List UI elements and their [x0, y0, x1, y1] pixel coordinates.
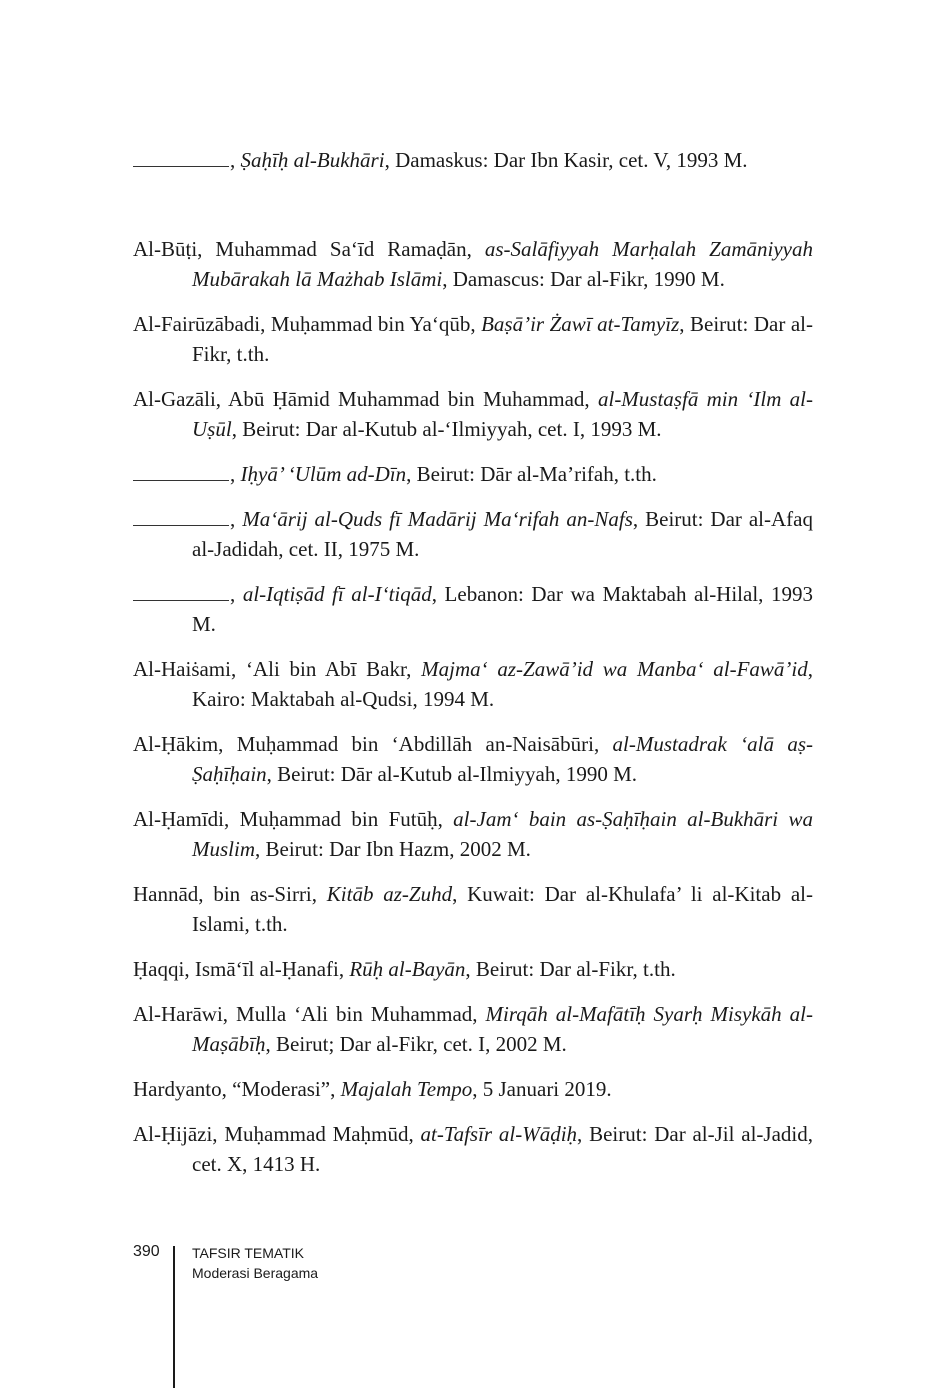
- entry-publication: , 5 Januari 2019.: [472, 1077, 612, 1101]
- entry-author: Al-Būṭi, Muhammad Sa‘īd Ramaḍān,: [133, 237, 485, 261]
- entry-author: Al-Fairūzābadi, Muḥammad bin Ya‘qūb,: [133, 312, 482, 336]
- entry-title: al-Mustadrak ‘alā aṣ-Ṣaḥīḥain: [192, 732, 813, 786]
- same-author-rule: [133, 599, 229, 601]
- bibliography-entry: [133, 234, 813, 294]
- book-subtitle: Moderasi Beragama: [192, 1265, 319, 1281]
- entry-publication: , Lebanon: Dar wa Maktabah al-Hilal, 1993 M.: [192, 582, 813, 636]
- entry-title: Majalah Tempo: [340, 1077, 473, 1101]
- same-author-rule: [133, 479, 229, 481]
- same-author-rule: [133, 165, 229, 167]
- entry-title: as-Salāfiyyah Marḥalah Zamāniyyah Mubārakah lā Mażhab Islāmi: [192, 237, 813, 291]
- entry-author: Al-Ḥākim, Muḥammad bin ‘Abdillāh an-Naisābūri,: [133, 732, 613, 756]
- entry-title: Rūḥ al-Bayān: [349, 957, 466, 981]
- entry-publication: , Damascus: Dar al-Fikr, 1990 M.: [442, 267, 725, 291]
- bibliography-entry: [133, 145, 813, 175]
- entry-publication: , Kairo: Maktabah al-Qudsi, 1994 M.: [192, 657, 813, 711]
- same-author-rule: [133, 524, 229, 526]
- entry-title: al-Jam‘ bain as-Ṣaḥīḥain al-Bukhāri wa Muslim: [192, 807, 813, 861]
- entry-author: Al-Harāwi, Mulla ‘Ali bin Muhammad,: [133, 1002, 486, 1026]
- entry-separator: ,: [230, 507, 243, 531]
- bibliography-entry: [133, 504, 813, 564]
- entry-title: Ṣaḥīḥ al-Bukhāri: [240, 148, 385, 172]
- entry-publication: , Beirut: Dār al-Ma’rifah, t.th.: [406, 462, 657, 486]
- entry-publication: , Beirut: Dar al-Fikr, t.th.: [465, 957, 676, 981]
- footer-divider: [173, 1246, 175, 1388]
- bibliography-entry: [133, 309, 813, 369]
- entry-title: Kitāb az-Zuhd: [326, 882, 453, 906]
- entry-title: al-Mustaṣfā min ‘Ilm al-Uṣūl: [192, 387, 813, 441]
- entry-publication: , Kuwait: Dar al-Khulafa’ li al-Kitab al-Islami, t.th.: [192, 882, 813, 936]
- entry-title: Ma‘ārij al-Quds fī Madārij Ma‘rifah an-Nafs: [242, 507, 633, 531]
- entry-author: Hannād, bin as-Sirri,: [133, 882, 327, 906]
- entry-publication: , Beirut: Dar Ibn Hazm, 2002 M.: [255, 837, 531, 861]
- entry-title: Mirqāh al-Mafātīḥ Syarḥ Misykāh al-Maṣābīḥ: [192, 1002, 813, 1056]
- bibliography-entry: [133, 954, 813, 984]
- entry-separator: ,: [230, 462, 241, 486]
- entry-author: Al-Ḥamīdi, Muḥammad bin Futūḥ,: [133, 807, 454, 831]
- bibliography-entry: [133, 1119, 813, 1179]
- bibliography-entry: [133, 384, 813, 444]
- entry-publication: , Beirut: Dar al-Fikr, t.th.: [192, 312, 814, 366]
- bibliography-entry: [133, 879, 813, 939]
- entry-author: Al-Ḥijāzi, Muḥammad Maḥmūd,: [133, 1122, 421, 1146]
- bibliography-entry: [133, 579, 813, 639]
- bibliography-entry: [133, 654, 813, 714]
- running-footer: [192, 1243, 318, 1283]
- entry-author: Al-Gazāli, Abū Ḥāmid Muhammad bin Muhammad,: [133, 387, 598, 411]
- entry-publication: , Beirut: Dar al-Afaq al-Jadidah, cet. II, 1975 M.: [192, 507, 813, 561]
- bibliography-entry: [133, 804, 813, 864]
- entry-title: Baṣā’ir Żawī at-Tamyīz: [481, 312, 680, 336]
- bibliography-entry: [133, 459, 813, 489]
- bibliography-entry: [133, 999, 813, 1059]
- entry-title: Iḥyā’ ‘Ulūm ad-Dīn: [240, 462, 407, 486]
- book-title: TAFSIR TEMATIK: [192, 1245, 305, 1261]
- bibliography-entry: [133, 729, 813, 789]
- page-number: 390: [133, 1243, 160, 1260]
- entry-title: Majma‘ az-Zawā’id wa Manba‘ al-Fawā’id: [421, 657, 808, 681]
- entry-author: Hardyanto, “Moderasi”,: [133, 1077, 341, 1101]
- entry-title: at-Tafsīr al-Wāḍiḥ: [420, 1122, 578, 1146]
- entry-title: al-Iqtiṣād fī al-I‘tiqād: [242, 582, 432, 606]
- entry-publication: , Beirut: Dar al-Kutub al-‘Ilmiyyah, cet. I, 1993 M.: [231, 417, 662, 441]
- entry-author: Ḥaqqi, Ismā‘īl al-Ḥanafi,: [133, 957, 350, 981]
- bibliography-entry: [133, 1074, 813, 1104]
- entry-publication: , Beirut: Dar al-Jil al-Jadid, cet. X, 1413 H.: [192, 1122, 813, 1176]
- entry-publication: , Beirut: Dār al-Kutub al-Ilmiyyah, 1990 M.: [266, 762, 638, 786]
- entry-author: Al-Haiṡami, ‘Ali bin Abī Bakr,: [133, 657, 422, 681]
- entry-separator: ,: [230, 148, 241, 172]
- entry-separator: ,: [230, 582, 243, 606]
- entry-publication: , Beirut; Dar al-Fikr, cet. I, 2002 M.: [265, 1032, 567, 1056]
- entry-publication: , Damaskus: Dar Ibn Kasir, cet. V, 1993 M.: [384, 148, 748, 172]
